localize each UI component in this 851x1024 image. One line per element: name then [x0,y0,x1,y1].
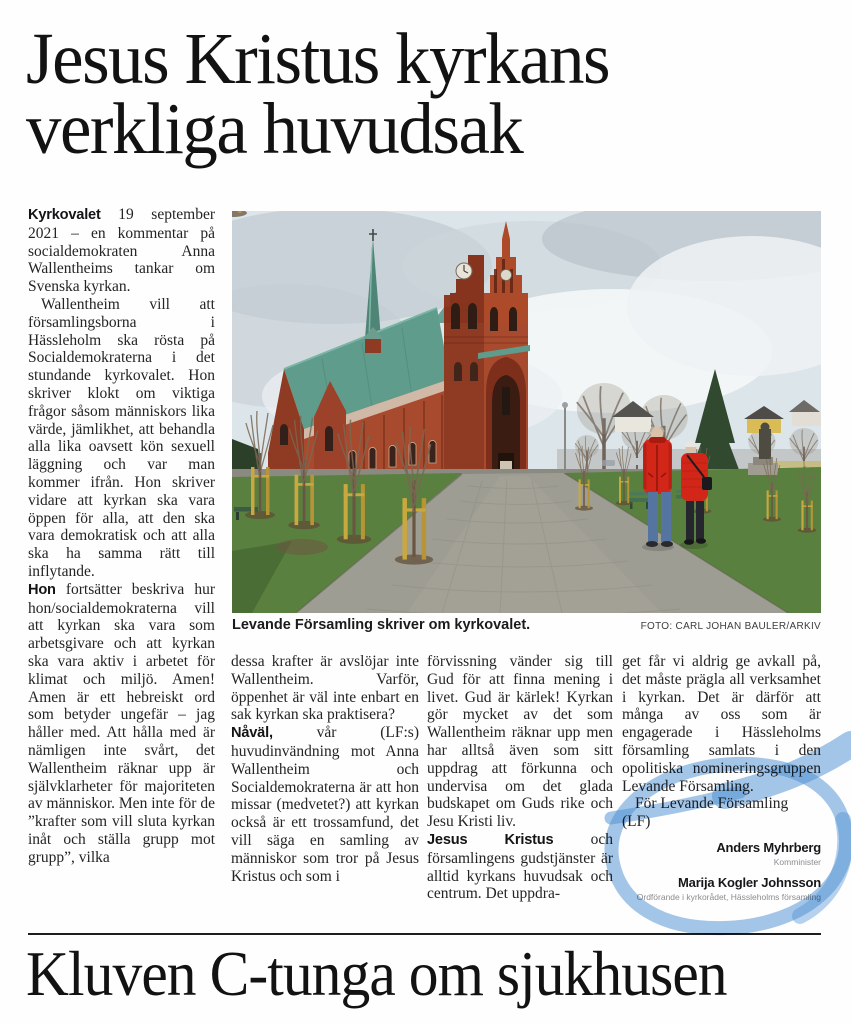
paragraph-text: 19 september 2021 – en kommentar på socialdemokraten Anna Wallentheims tankar om Svenska kyrkan. [28,206,215,296]
paragraph-text: fortsätter beskriva hur hon/socialdemokraterna vill att kyrkan ska vara som arbetsgivare och att kyrkan ska vara aktiv i arbetet för klimat och miljö. Amen! Amen är ett hebreiskt ord som betyder ungefär – jag håller med. Att hålla med är nämligen inte svårt, det Wallentheim räknar upp är självklarheter för majoriteten av människor. Men inte för de ”krafter som vill sluta kyrkan inåt och ställa grupp mot grupp”, vilka [28,580,215,866]
paragraph [427,831,613,903]
signature-name-2: Marija Kogler Johnsson [678,874,821,890]
paragraph-text: dessa krafter är avslöjar inte Wallentheim. Varför, öppenhet är väl inte enbart en sak kyrkan ska praktisera? [231,653,419,724]
paragraph-text: vår (LF:s) huvudinvändning mot Anna Wallentheim och Socialdemokraterna är att hon missar (medvetet?) att kyrkan också är ett trossamfund, det vill säga en samling av människor som tror på Jesus Kristus och som i [231,724,419,885]
article-headline [26,18,610,169]
paragraph-lead: Kyrkovalet [28,207,101,223]
paragraph-lead: Jesus Kristus [427,831,554,848]
signature-sender: För Levande Församling [635,795,789,813]
article-column-2 [231,653,419,933]
paragraph [28,296,215,581]
paragraph [28,206,215,296]
section-divider-rule [28,933,821,935]
signature-title-1: Komminister [773,856,821,867]
paragraph-text: och församlingens gudstjänster är alltid kyrkans huvudsak och centrum. Det uppdra- [427,830,613,903]
paragraph-text: Wallentheim vill att församlingsborna i Hässleholm ska rösta på Socialdemokraterna i det stundande kyrkovalet. Hon skriver klokt om viktiga frågor såsom människors lika värde, jämlikhet, att behandla alla lika oavsett kön sexuell läggning och var man kommer ifrån. Hon skriver vidare att kyrkan ska vara öppen för alla, att den ska vara demokratisk och att alla ska ha samma rätt till inflytande. [28,295,215,580]
article-column-4 [622,653,821,933]
ground [232,467,821,613]
paragraph [622,653,821,795]
headline-line-2: verkliga huvudsak [26,88,523,169]
headline-line-1: Jesus Kristus kyrkans [26,18,610,99]
signature-sender-abbr: (LF) [622,813,651,831]
paragraph-lead: Hon [28,581,56,598]
paragraph [231,653,419,724]
photo-caption: Levande Församling skriver om kyrkovalet. [232,617,531,633]
signature-name-1: Anders Myhrberg [716,839,821,855]
church-photo [232,211,821,613]
article-column-3 [427,653,613,933]
paragraph [427,653,613,831]
signature-title-2: Ordförande i kyrkorådet, Hässleholms församling [636,891,821,902]
paragraph-lead: Nåväl, [231,725,273,742]
next-article-headline: Kluven C-tunga om sjukhusen [26,938,727,1009]
photo-credit: FOTO: CARL JOHAN BAULER/ARKIV [640,621,821,632]
paragraph-text: get får vi aldrig ge avkall på, det måste prägla all verksamhet i kyrkan. Det är därför att många av oss som är engagerade i Hässleholms församling samlats i den opolitiska nomineringsgruppen Levande Församling. [622,653,821,795]
handbag [702,477,712,490]
paragraph-text: förvissning vänder sig till Gud för att finna mening i livet. Gud är kärlek! Kyrkan gör mycket av det som Wallentheim räknar upp men har alltså även som sitt uppdrag att förkunna och undervisa om det glada budskapet om Guds rike och Jesu Kristi liv. [427,653,613,831]
paragraph [231,724,419,885]
signature-block [622,840,821,903]
article-column-1 [28,206,215,933]
photo-caption-row [232,617,821,633]
paragraph [28,581,215,867]
